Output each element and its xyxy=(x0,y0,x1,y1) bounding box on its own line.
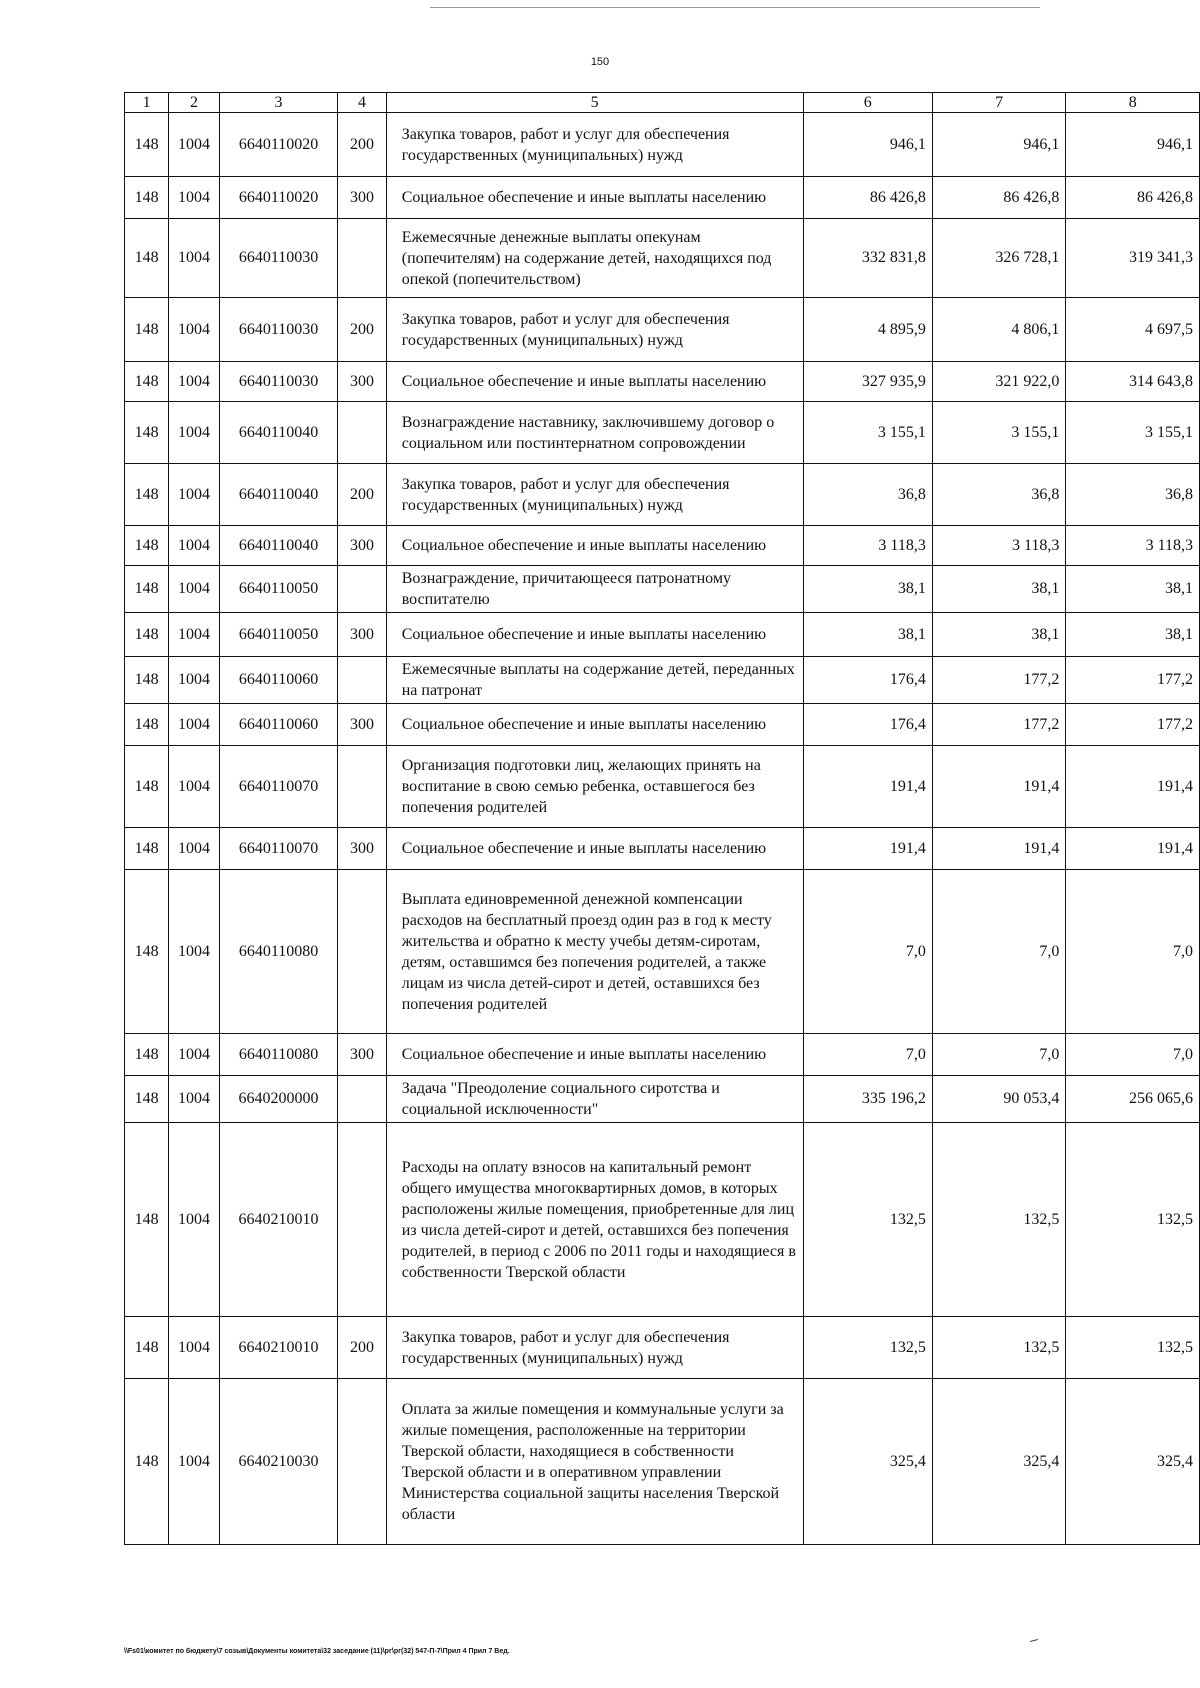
cell-c3: 6640110080 xyxy=(219,1034,337,1076)
cell-c4 xyxy=(338,870,386,1034)
cell-v1: 38,1 xyxy=(803,566,932,613)
cell-c1: 148 xyxy=(125,219,169,298)
table-row xyxy=(125,746,1200,828)
cell-c2: 1004 xyxy=(169,1123,220,1317)
table-row xyxy=(125,566,1200,613)
table-row xyxy=(125,704,1200,746)
cell-v3: 319 341,3 xyxy=(1066,219,1200,298)
cell-v2: 191,4 xyxy=(932,746,1066,828)
table-row xyxy=(125,402,1200,464)
cell-desc: Закупка товаров, работ и услуг для обеспечения государственных (муниципальных) нужд xyxy=(386,113,803,177)
cell-desc: Закупка товаров, работ и услуг для обеспечения государственных (муниципальных) нужд xyxy=(386,464,803,526)
cell-c2: 1004 xyxy=(169,704,220,746)
cell-v1: 38,1 xyxy=(803,613,932,657)
cell-c2: 1004 xyxy=(169,219,220,298)
cell-v2: 7,0 xyxy=(932,870,1066,1034)
scan-edge-line xyxy=(430,7,1040,8)
cell-desc: Ежемесячные денежные выплаты опекунам (попечителям) на содержание детей, находящихся под опекой (попечительством) xyxy=(386,219,803,298)
cell-v2: 326 728,1 xyxy=(932,219,1066,298)
cell-v1: 176,4 xyxy=(803,657,932,704)
cell-v2: 3 155,1 xyxy=(932,402,1066,464)
cell-c1: 148 xyxy=(125,657,169,704)
cell-v1: 176,4 xyxy=(803,704,932,746)
cell-v2: 3 118,3 xyxy=(932,526,1066,566)
cell-desc: Социальное обеспечение и иные выплаты населению xyxy=(386,362,803,402)
cell-c1: 148 xyxy=(125,1076,169,1123)
cell-v1: 325,4 xyxy=(803,1379,932,1545)
cell-c2: 1004 xyxy=(169,177,220,219)
cell-c1: 148 xyxy=(125,402,169,464)
column-header: 8 xyxy=(1066,93,1200,113)
cell-v3: 7,0 xyxy=(1066,870,1200,1034)
table-row xyxy=(125,113,1200,177)
cell-c2: 1004 xyxy=(169,526,220,566)
cell-c2: 1004 xyxy=(169,464,220,526)
cell-c3: 6640110020 xyxy=(219,113,337,177)
cell-c4: 200 xyxy=(338,113,386,177)
cell-c2: 1004 xyxy=(169,870,220,1034)
cell-desc: Ежемесячные выплаты на содержание детей, переданных на патронат xyxy=(386,657,803,704)
table-row xyxy=(125,219,1200,298)
cell-v3: 177,2 xyxy=(1066,657,1200,704)
cell-c3: 6640110040 xyxy=(219,402,337,464)
cell-v3: 191,4 xyxy=(1066,828,1200,870)
column-header: 2 xyxy=(169,93,220,113)
cell-c1: 148 xyxy=(125,526,169,566)
cell-desc: Социальное обеспечение и иные выплаты населению xyxy=(386,526,803,566)
cell-c4: 300 xyxy=(338,704,386,746)
cell-c1: 148 xyxy=(125,613,169,657)
cell-c2: 1004 xyxy=(169,362,220,402)
budget-table xyxy=(124,92,1200,1545)
cell-c1: 148 xyxy=(125,1034,169,1076)
cell-v3: 132,5 xyxy=(1066,1123,1200,1317)
page-number: 150 xyxy=(590,56,610,68)
cell-c2: 1004 xyxy=(169,1317,220,1379)
cell-c4 xyxy=(338,1123,386,1317)
cell-c2: 1004 xyxy=(169,1034,220,1076)
cell-c4: 200 xyxy=(338,298,386,362)
cell-c3: 6640110020 xyxy=(219,177,337,219)
cell-c4 xyxy=(338,1379,386,1545)
cell-c2: 1004 xyxy=(169,613,220,657)
cell-c2: 1004 xyxy=(169,657,220,704)
cell-desc: Выплата единовременной денежной компенсации расходов на бесплатный проезд один раз в год к месту жительства и обратно к месту учебы детям-сиротам, детям, оставшимся без попечения родителей, а также лицам из числа детей-сирот и детей, оставшихся без попечения родителей xyxy=(386,870,803,1034)
cell-c4 xyxy=(338,1076,386,1123)
cell-c3: 6640110060 xyxy=(219,704,337,746)
cell-desc: Социальное обеспечение и иные выплаты населению xyxy=(386,704,803,746)
table-row xyxy=(125,1123,1200,1317)
cell-v2: 4 806,1 xyxy=(932,298,1066,362)
cell-c3: 6640110050 xyxy=(219,613,337,657)
table-row xyxy=(125,464,1200,526)
cell-v3: 946,1 xyxy=(1066,113,1200,177)
cell-c3: 6640110080 xyxy=(219,870,337,1034)
cell-v1: 327 935,9 xyxy=(803,362,932,402)
cell-c4: 300 xyxy=(338,613,386,657)
cell-v2: 132,5 xyxy=(932,1317,1066,1379)
cell-desc: Расходы на оплату взносов на капитальный ремонт общего имущества многоквартирных домов, в которых расположены жилые помещения, приобретенные для лиц из числа детей-сирот и детей, оставшихся без попечения родителей, в период с 2006 по 2011 годы и находящиеся в собственности Тверской области xyxy=(386,1123,803,1317)
cell-c4 xyxy=(338,219,386,298)
cell-c3: 6640110030 xyxy=(219,219,337,298)
table-row xyxy=(125,613,1200,657)
cell-v3: 191,4 xyxy=(1066,746,1200,828)
cell-c2: 1004 xyxy=(169,402,220,464)
cell-c4: 200 xyxy=(338,1317,386,1379)
cell-c1: 148 xyxy=(125,362,169,402)
file-path-footer: \\Fs01\комитет по бюджету\7 созыв\Документы комитета\32 заседание (11)\рг\рг(32) 547-П-7\Прил 4 Прил 7 Вед. xyxy=(124,1648,510,1655)
cell-c2: 1004 xyxy=(169,298,220,362)
cell-v3: 314 643,8 xyxy=(1066,362,1200,402)
cell-v1: 191,4 xyxy=(803,746,932,828)
cell-v3: 3 118,3 xyxy=(1066,526,1200,566)
cell-v3: 4 697,5 xyxy=(1066,298,1200,362)
column-header: 4 xyxy=(338,93,386,113)
cell-c4 xyxy=(338,657,386,704)
table-row xyxy=(125,1076,1200,1123)
cell-c1: 148 xyxy=(125,828,169,870)
scan-mark xyxy=(1030,1639,1038,1642)
cell-c4 xyxy=(338,402,386,464)
cell-v1: 335 196,2 xyxy=(803,1076,932,1123)
cell-v3: 38,1 xyxy=(1066,566,1200,613)
cell-c3: 6640110060 xyxy=(219,657,337,704)
cell-v1: 946,1 xyxy=(803,113,932,177)
cell-v1: 132,5 xyxy=(803,1123,932,1317)
cell-v2: 132,5 xyxy=(932,1123,1066,1317)
column-header: 7 xyxy=(932,93,1066,113)
cell-c4: 300 xyxy=(338,526,386,566)
cell-v2: 86 426,8 xyxy=(932,177,1066,219)
table-row xyxy=(125,828,1200,870)
cell-c1: 148 xyxy=(125,566,169,613)
cell-c4: 300 xyxy=(338,362,386,402)
cell-v3: 86 426,8 xyxy=(1066,177,1200,219)
cell-c1: 148 xyxy=(125,464,169,526)
cell-v2: 38,1 xyxy=(932,566,1066,613)
table-row xyxy=(125,362,1200,402)
cell-desc: Социальное обеспечение и иные выплаты населению xyxy=(386,613,803,657)
cell-v2: 7,0 xyxy=(932,1034,1066,1076)
table-row xyxy=(125,1379,1200,1545)
cell-v2: 38,1 xyxy=(932,613,1066,657)
cell-v3: 38,1 xyxy=(1066,613,1200,657)
cell-c4: 200 xyxy=(338,464,386,526)
cell-desc: Закупка товаров, работ и услуг для обеспечения государственных (муниципальных) нужд xyxy=(386,1317,803,1379)
cell-desc: Закупка товаров, работ и услуг для обеспечения государственных (муниципальных) нужд xyxy=(386,298,803,362)
cell-v3: 36,8 xyxy=(1066,464,1200,526)
cell-c3: 6640110050 xyxy=(219,566,337,613)
cell-v3: 3 155,1 xyxy=(1066,402,1200,464)
cell-v1: 7,0 xyxy=(803,1034,932,1076)
cell-v2: 946,1 xyxy=(932,113,1066,177)
cell-c1: 148 xyxy=(125,298,169,362)
cell-v1: 132,5 xyxy=(803,1317,932,1379)
cell-c1: 148 xyxy=(125,1123,169,1317)
cell-v1: 332 831,8 xyxy=(803,219,932,298)
column-header: 5 xyxy=(386,93,803,113)
table-row xyxy=(125,1317,1200,1379)
cell-c2: 1004 xyxy=(169,1076,220,1123)
cell-v3: 256 065,6 xyxy=(1066,1076,1200,1123)
cell-c1: 148 xyxy=(125,177,169,219)
cell-c1: 148 xyxy=(125,746,169,828)
cell-v1: 3 155,1 xyxy=(803,402,932,464)
cell-c1: 148 xyxy=(125,704,169,746)
cell-v2: 177,2 xyxy=(932,704,1066,746)
cell-v1: 7,0 xyxy=(803,870,932,1034)
cell-v1: 3 118,3 xyxy=(803,526,932,566)
cell-v1: 4 895,9 xyxy=(803,298,932,362)
cell-c3: 6640210010 xyxy=(219,1123,337,1317)
cell-c4 xyxy=(338,746,386,828)
table-row xyxy=(125,1034,1200,1076)
table-row xyxy=(125,177,1200,219)
cell-v1: 191,4 xyxy=(803,828,932,870)
cell-c1: 148 xyxy=(125,1317,169,1379)
cell-desc: Социальное обеспечение и иные выплаты населению xyxy=(386,828,803,870)
table-row xyxy=(125,870,1200,1034)
table-row xyxy=(125,657,1200,704)
cell-desc: Социальное обеспечение и иные выплаты населению xyxy=(386,177,803,219)
cell-c3: 6640110070 xyxy=(219,828,337,870)
cell-desc: Вознаграждение наставнику, заключившему договор о социальном или постинтернатном сопровождении xyxy=(386,402,803,464)
cell-v2: 177,2 xyxy=(932,657,1066,704)
cell-c2: 1004 xyxy=(169,566,220,613)
cell-v2: 90 053,4 xyxy=(932,1076,1066,1123)
cell-v3: 177,2 xyxy=(1066,704,1200,746)
cell-c4: 300 xyxy=(338,177,386,219)
cell-v2: 191,4 xyxy=(932,828,1066,870)
table-row xyxy=(125,298,1200,362)
column-header: 1 xyxy=(125,93,169,113)
cell-c3: 6640200000 xyxy=(219,1076,337,1123)
cell-c2: 1004 xyxy=(169,828,220,870)
cell-c1: 148 xyxy=(125,1379,169,1545)
cell-desc: Организация подготовки лиц, желающих принять на воспитание в свою семью ребенка, оставшегося без попечения родителей xyxy=(386,746,803,828)
cell-v1: 86 426,8 xyxy=(803,177,932,219)
cell-c3: 6640110030 xyxy=(219,298,337,362)
cell-c3: 6640110040 xyxy=(219,526,337,566)
cell-c3: 6640110070 xyxy=(219,746,337,828)
cell-c1: 148 xyxy=(125,870,169,1034)
cell-c2: 1004 xyxy=(169,113,220,177)
cell-v1: 36,8 xyxy=(803,464,932,526)
cell-c4: 300 xyxy=(338,1034,386,1076)
cell-c1: 148 xyxy=(125,113,169,177)
column-header: 3 xyxy=(219,93,337,113)
cell-desc: Социальное обеспечение и иные выплаты населению xyxy=(386,1034,803,1076)
cell-c4 xyxy=(338,566,386,613)
cell-v3: 7,0 xyxy=(1066,1034,1200,1076)
cell-c2: 1004 xyxy=(169,746,220,828)
cell-desc: Вознаграждение, причитающееся патронатному воспитателю xyxy=(386,566,803,613)
cell-desc: Задача "Преодоление социального сиротства и социальной исключенности" xyxy=(386,1076,803,1123)
cell-v2: 321 922,0 xyxy=(932,362,1066,402)
cell-c3: 6640210030 xyxy=(219,1379,337,1545)
cell-c4: 300 xyxy=(338,828,386,870)
cell-c3: 6640110030 xyxy=(219,362,337,402)
table-header-row xyxy=(125,93,1200,113)
cell-c3: 6640110040 xyxy=(219,464,337,526)
cell-v3: 325,4 xyxy=(1066,1379,1200,1545)
column-header: 6 xyxy=(803,93,932,113)
cell-c3: 6640210010 xyxy=(219,1317,337,1379)
cell-v3: 132,5 xyxy=(1066,1317,1200,1379)
table-row xyxy=(125,526,1200,566)
cell-desc: Оплата за жилые помещения и коммунальные услуги за жилые помещения, расположенные на территории Тверской области, находящиеся в собственности Тверской области и в оперативном управлении Министерства социальной защиты населения Тверской области xyxy=(386,1379,803,1545)
cell-v2: 36,8 xyxy=(932,464,1066,526)
cell-c2: 1004 xyxy=(169,1379,220,1545)
cell-v2: 325,4 xyxy=(932,1379,1066,1545)
